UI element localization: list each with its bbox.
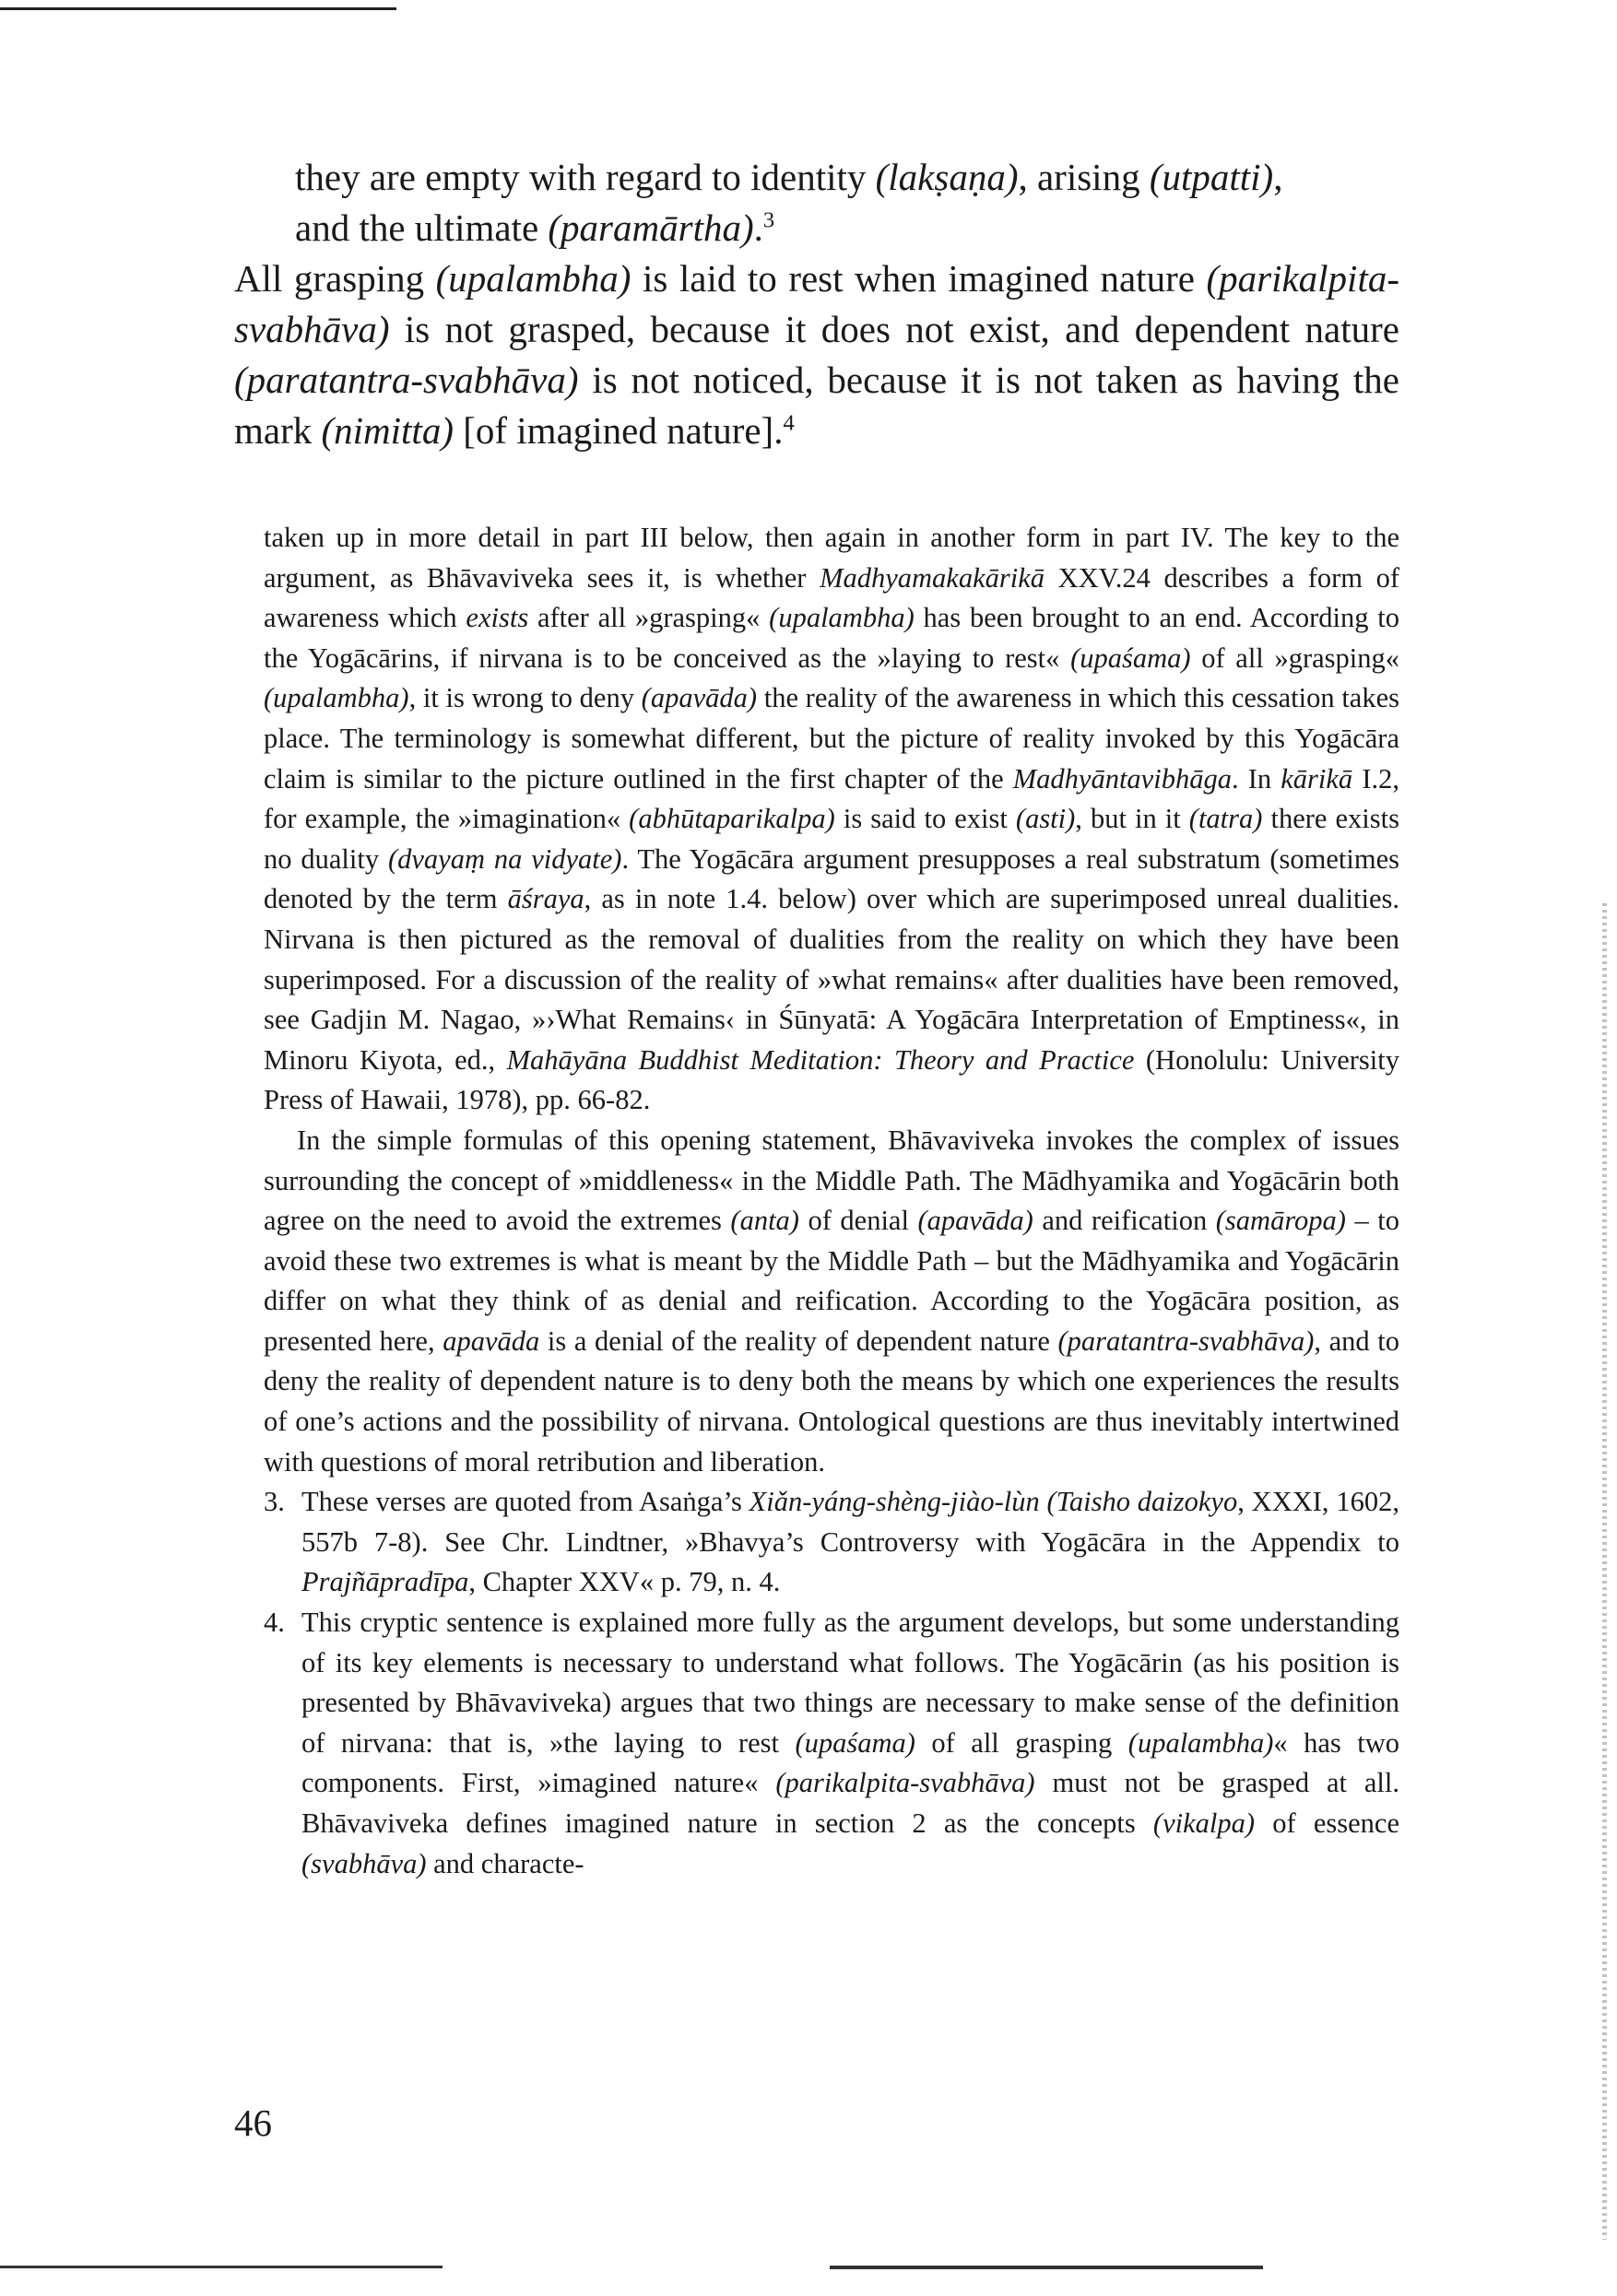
cont-run: (tatra) <box>1188 803 1263 835</box>
para2-run: and reification <box>1033 1205 1216 1237</box>
note3-run: , XXXI, 1602, 557b 7-8). See Chr. Lindtner, »Bhavya’s Controversy with Yogācāra in the Appendix to <box>301 1486 1399 1558</box>
cont-run: after all »grasping« <box>528 602 770 634</box>
para2-run: In the simple formulas of this opening statement, Bhāvaviveka invokes the complex of issues surrounding the concept of »middleness« in the Middle Path. The Mādhyamika and Yogācārin both agree on the need to avoid the extremes <box>264 1124 1399 1237</box>
note4-run: (parikalpita-svabhāva) <box>775 1767 1035 1799</box>
cont-run: (asti) <box>1015 803 1076 835</box>
bottom-rule-left <box>0 2266 443 2268</box>
para2-run: of denial <box>798 1205 918 1237</box>
note4-run: of all grasping <box>915 1726 1128 1759</box>
cont-run: I.2, for example, the »imagination« <box>264 762 1399 835</box>
main-text <box>234 152 1399 456</box>
footnote-3-number: 3. <box>264 1486 285 1518</box>
note3-run: These verses are quoted from Asaṅga’s <box>301 1486 749 1518</box>
cont-run: (upalambha) <box>264 682 409 714</box>
note4-run: This cryptic sentence is explained more fully as the argument develops, but some understanding of its key elements is necessary to understand what follows. The Yogācārin (as his position is presented by Bhāvaviveka) argues that two things are necessary to make sense of the definition of nirvana: that is, »the laying to rest <box>301 1607 1399 1759</box>
cont-run: of all »grasping« <box>1190 642 1399 674</box>
cont-run: (abhūtaparikalpa) <box>629 803 835 835</box>
cont-run: there exists no duality <box>264 803 1399 875</box>
note4-run: (upalambha) <box>1127 1726 1274 1759</box>
note3-run: Prajñāpradīpa <box>301 1566 469 1598</box>
top-rule <box>0 7 396 10</box>
cont-run: Madhyāntavibhāga <box>1012 762 1232 795</box>
para2-run: – to avoid these two extremes is what is meant by the Middle Path – but the Mādhyamika and Yogācārin differ on what they think of as denial and reification. According to the Yogācāra position, as presented here, <box>264 1205 1399 1357</box>
note4-run: and characte- <box>426 1847 584 1879</box>
main-paragraph: All grasping (upalambha) is laid to rest when imagined nature (parikalpita-svabhāva) is not grasped, because it does not exist, and dependent nature (paratantra-svabhāva) is not noticed, because it is not taken as having the mark (nimitta) [of imagined nature].$^4$ <box>234 257 1399 452</box>
note3-run: , Chapter XXV« p. 79, n. 4. <box>468 1566 781 1598</box>
cont-run: (dvayaṃ na vidyate) <box>387 842 622 875</box>
main-line-2: and the ultimate (paramārtha).$^3$ <box>295 206 775 249</box>
bottom-rule-right <box>830 2266 1263 2269</box>
para2-run: (anta) <box>730 1205 799 1237</box>
cont-run: (Honolulu: University Press of Hawaii, 1978), pp. 66-82. <box>264 1043 1399 1116</box>
para2-run: , and to deny the reality of dependent nature is to deny both the means by which one experiences the results of one’s actions and the possibility of nirvana. Ontological questions are thus inevitably intertwined with questions of moral retribution and liberation. <box>264 1325 1400 1478</box>
para2-run: (paratantra-svabhāva) <box>1057 1325 1315 1357</box>
note3-run: Xiǎn-yáng-shèng-jiào-lùn (Taisho daizokyo <box>749 1486 1238 1518</box>
cont-run: (upaśama) <box>1070 642 1191 674</box>
cont-run: , it is wrong to deny <box>408 682 642 714</box>
para2-run: (samāropa) <box>1215 1205 1346 1237</box>
note4-run: must not be grasped at all. Bhāvaviveka defines imagined nature in section 2 as the concepts <box>301 1767 1399 1839</box>
para2-run: is a denial of the reality of dependent nature <box>539 1325 1058 1357</box>
page-number: 46 <box>234 2102 272 2144</box>
scan-edge-artifact <box>1602 903 1607 2240</box>
cont-run: (apavāda) <box>641 682 758 714</box>
cont-run: . In <box>1231 762 1281 795</box>
main-line-1: they are empty with regard to identity (lakṣaṇa), arising (utpatti), <box>295 156 1283 198</box>
footnote-4-text <box>301 1607 1399 1879</box>
cont-run: , as in note 1.4. below) over which are superimposed unreal dualities. Nirvana is then pictured as the removal of dualities from the reality on which they have been superimposed. For a discussion of the reality of »what remains« after dualities have been removed, see Gadjin M. Nagao, »›What Remains‹ in Śūnyatā: A Yogācāra Interpretation of Emptiness«, in Minoru Kiyota, ed., <box>264 883 1400 1076</box>
note4-run: « has two components. First, »imagined nature« <box>301 1726 1399 1799</box>
footnote-3 <box>264 1482 1399 1603</box>
cont-run: is said to exist <box>834 803 1016 835</box>
cont-run: has been brought to an end. According to the Yogācārins, if nirvana is to be conceived as the »laying to rest« <box>264 602 1400 674</box>
cont-run: XXV.24 describes a form of awareness which <box>264 561 1399 634</box>
footnote-4-number: 4. <box>264 1607 285 1639</box>
footnote-4 <box>264 1603 1399 1884</box>
cont-run: the reality of the awareness in which this cessation takes place. The terminology is somewhat different, but the picture of reality invoked by this Yogācāra claim is similar to the picture outlined in the first chapter of the <box>264 682 1399 795</box>
footnote-ref-3[interactable]: 3 <box>762 207 775 233</box>
cont-run: . The Yogācāra argument presupposes a real substratum (sometimes denoted by the term <box>264 842 1400 915</box>
note4-run: (vikalpa) <box>1152 1807 1256 1839</box>
cont-run: (upalambha) <box>769 602 915 634</box>
cont-run: taken up in more detail in part III below, then again in another form in part IV. The key to the argument, as Bhāvaviveka sees it, is whether <box>264 522 1399 594</box>
footnote-3-text <box>301 1486 1399 1597</box>
cont-run: āśraya <box>507 883 584 915</box>
note4-run: (upaśama) <box>795 1726 915 1759</box>
cont-run: exists <box>466 602 529 634</box>
footnotes <box>264 518 1399 1884</box>
note4-run: of essence <box>1255 1807 1399 1839</box>
footnote-continuation <box>264 518 1399 1121</box>
footnote-ref-4[interactable]: 4 <box>783 410 795 436</box>
para2-run: apavāda <box>443 1325 540 1357</box>
note4-run: (svabhāva) <box>301 1847 427 1879</box>
cont-run: , but in it <box>1075 803 1189 835</box>
cont-run: Madhyamakakārikā <box>820 561 1045 594</box>
para2-run: (apavāda) <box>917 1205 1033 1237</box>
cont-run: kārikā <box>1281 762 1353 795</box>
cont-run: Mahāyāna Buddhist Meditation: Theory and Practice <box>506 1043 1135 1076</box>
footnote-paragraph <box>264 1121 1399 1482</box>
